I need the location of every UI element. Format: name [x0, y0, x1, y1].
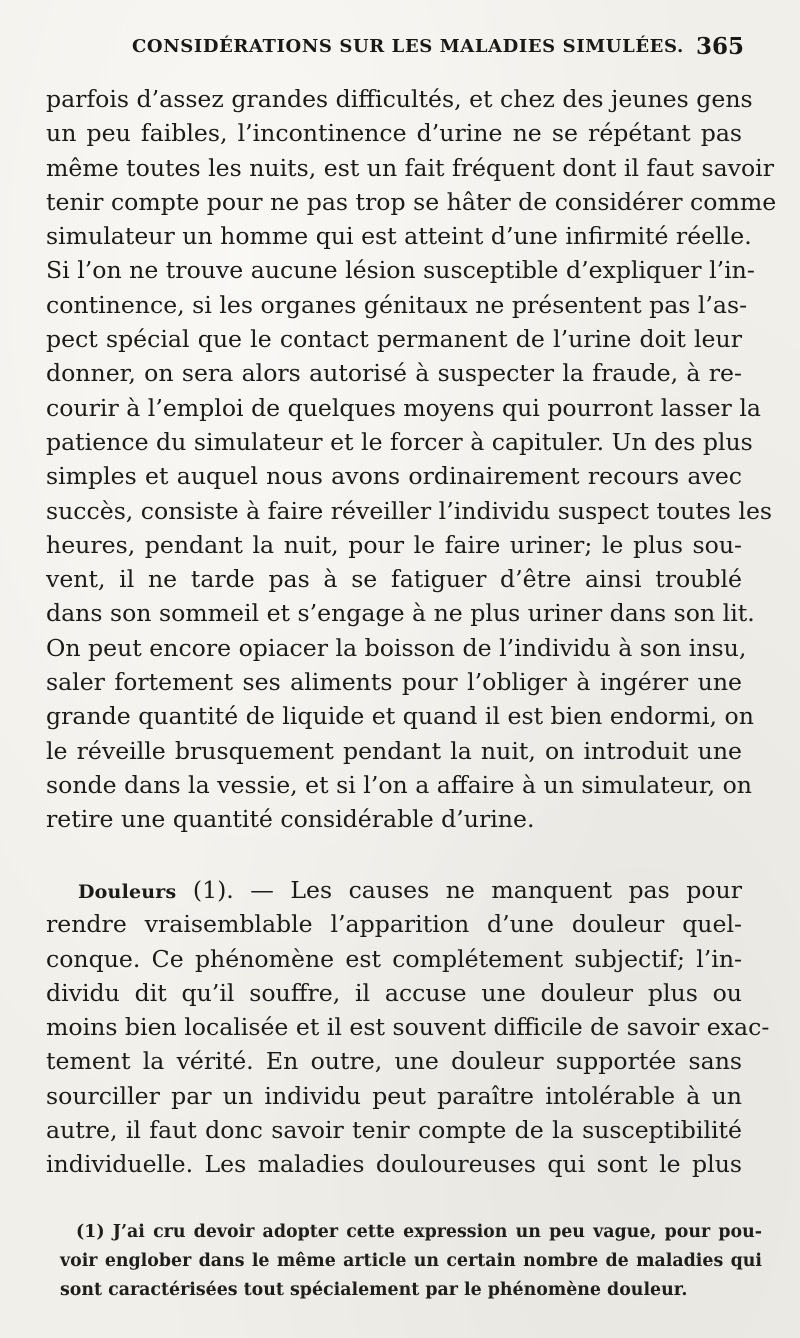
text-line: un peu faibles, l’incontinence d’urine ne se répétant pas: [46, 119, 742, 148]
text-line: vent, il ne tarde pas à se fatiguer d’être ainsi troublé: [46, 565, 742, 594]
text-line: individuelle. Les maladies douloureuses qui sont le plus: [46, 1150, 742, 1179]
page-header: [132, 33, 744, 68]
section-first-line: [46, 873, 742, 907]
text-line: dividu dit qu’il souffre, il accuse une douleur plus ou: [46, 978, 742, 1007]
text-line: grande quantité de liquide et quand il est bien endormi, on: [46, 702, 754, 731]
text-line: rendre vraisemblable l’apparition d’une douleur quel-: [46, 910, 742, 939]
section-first-line-text: (1). — Les causes ne manquent pas pour: [176, 876, 742, 904]
text-line: sonde dans la vessie, et si l’on a affaire à un simulateur, on: [46, 770, 752, 799]
text-line: heures, pendant la nuit, pour le faire uriner; le plus sou-: [46, 530, 742, 559]
text-line: autre, il faut donc savoir tenir compte de la susceptibilité: [46, 1116, 742, 1145]
text-line: saler fortement ses aliments pour l’obliger à ingérer une: [46, 668, 742, 697]
text-line: même toutes les nuits, est un fait fréquent dont il faut savoir: [46, 153, 775, 182]
text-line: donner, on sera alors autorisé à suspecter la fraude, à re-: [46, 359, 742, 388]
text-line: parfois d’assez grandes difficultés, et chez des jeunes gens: [46, 85, 753, 113]
text-line: pect spécial que le contact permanent de l’urine doit leur: [46, 325, 742, 354]
text-line: sourciller par un individu peut paraître intolérable à un: [46, 1081, 742, 1110]
text-line: succès, consiste à faire réveiller l’individu suspect toutes les: [46, 496, 773, 525]
text-line: tenir compte pour ne pas trop se hâter de considérer comme: [46, 187, 777, 216]
text-line: dans son sommeil et s’engage à ne plus uriner dans son lit.: [46, 599, 755, 628]
text-line: conque. Ce phénomène est complétement subjectif; l’in-: [46, 944, 742, 973]
running-head: CONSIDÉRATIONS SUR LES MALADIES SIMULÉES.: [132, 36, 684, 57]
page-number: 365: [695, 33, 744, 60]
text-line: On peut encore opiacer la boisson de l’individu à son insu,: [46, 633, 747, 662]
section-heading: Douleurs: [78, 881, 177, 903]
text-line: patience du simulateur et le forcer à capituler. Un des plus: [46, 427, 753, 456]
body-paragraph: [46, 82, 777, 837]
text-line: moins bien localisée et il est souvent difficile de savoir exac-: [46, 1013, 770, 1042]
footnote-line: sont caractérisées tout spécialement par le phénomène douleur.: [60, 1280, 688, 1300]
section-douleurs: [46, 873, 770, 1182]
text-line: courir à l’emploi de quelques moyens qui pourront lasser la: [46, 393, 761, 422]
text-line: simples et auquel nous avons ordinairement recours avec: [46, 462, 742, 491]
text-line: retire une quantité considérable d’urine.: [46, 805, 535, 834]
text-line: simulateur un homme qui est atteint d’une infirmité réelle.: [46, 222, 752, 251]
text-line: le réveille brusquement pendant la nuit, on introduit une: [46, 736, 742, 765]
footnote: [60, 1218, 762, 1305]
footnote-line: voir englober dans le même article un certain nombre de maladies qui: [60, 1251, 762, 1271]
text-line: continence, si les organes génitaux ne présentent pas l’as-: [46, 290, 748, 319]
text-line: tement la vérité. En outre, une douleur supportée sans: [46, 1047, 742, 1076]
footnote-line: (1) J’ai cru devoir adopter cette expression un peu vague, pour pou-: [76, 1222, 762, 1242]
text-line: Si l’on ne trouve aucune lésion susceptible d’expliquer l’in-: [46, 256, 755, 285]
